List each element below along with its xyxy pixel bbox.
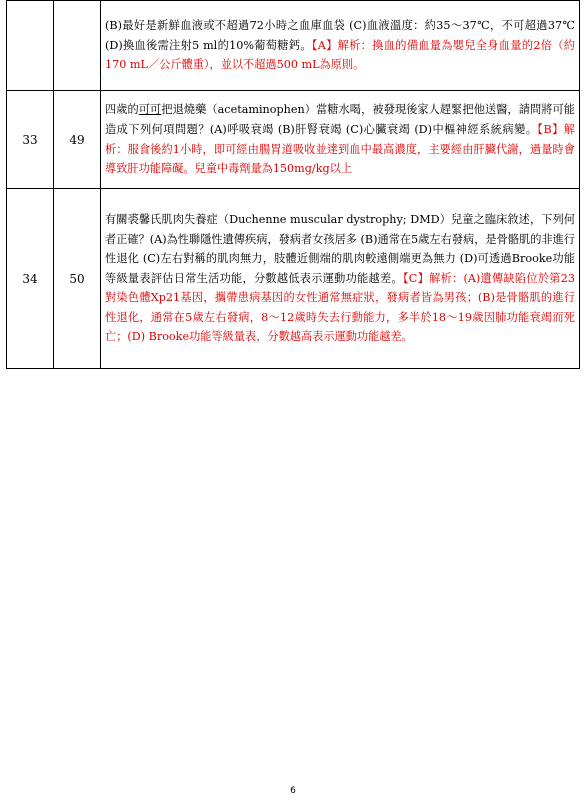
page-number: 6 [290, 786, 296, 796]
question-number-cell: 49 [54, 91, 101, 189]
answer-text: 【A】解析：換血的備血量為嬰兒全身血量的2倍（約170 mL／公斤體重），並以不超過500 mL為原則。 [105, 38, 575, 72]
sequence-number-cell: 34 [7, 189, 54, 369]
answer-text: 【C】解析：(A)遺傳缺陷位於第23對染色體Xp21基因，攜帶患病基因的女性通常無症狀，發病者皆為男孩；(B)是骨骼肌的進行性退化，通常在5歲左右發病，8～12歲時失去行動能力，多半於18～19歲因肺功能衰竭而死亡；(D) Brooke功能等級量表，分數越高表示運動功能越差。 [105, 271, 575, 344]
table-row [7, 1, 580, 91]
question-text: (B)最好是新鮮血液或不超過72小時之血庫血袋 (C)血液溫度：約35～37℃，不可超過37℃ (D)換血後需注射5 ml的10%葡萄糖鈣。 [105, 19, 575, 52]
answer-text: 【B】解析：服食後約1小時，即可經由腸胃道吸收並達到血中最高濃度，主要經由肝臟代謝，過量時會導致肝功能障礙。兒童中毒劑量為150mg/kg以上 [105, 122, 575, 176]
question-text: 把退燒藥（acetaminophen）當糖水喝，被發現後家人趕緊把他送醫，請問將可能造成下列何項問題？(A)呼吸衰竭 (B)肝腎衰竭 (C)心臟衰竭 (D)中樞神經系統病變。 [105, 103, 575, 136]
table-row [7, 91, 580, 189]
question-cell [101, 91, 580, 189]
underlined-name: 可可 [138, 103, 162, 117]
question-table [6, 0, 580, 369]
sequence-number-cell [7, 1, 54, 91]
sequence-number-cell: 33 [7, 91, 54, 189]
question-number-cell [54, 1, 101, 91]
table-row [7, 189, 580, 369]
question-text-prefix: 四歲的 [105, 103, 139, 117]
question-text: 有關裘馨氏肌肉失養症（Duchenne muscular dystrophy; DMD）兒童之臨床敘述，下列何者正確？(A)為性聯隱性遺傳疾病，發病者女孩居多 (B)通常在5歲左右發病，是骨骼肌的非進行性退化 (C)左右對稱的肌肉無力，肢體近側端的肌肉較遠側端更為無力 (D)可透過Brooke功能等級量表評估日常生活功能，分數越低表示運動功能越差。 [105, 212, 575, 285]
question-cell [101, 1, 580, 91]
question-cell [101, 189, 580, 369]
question-number-cell: 50 [54, 189, 101, 369]
